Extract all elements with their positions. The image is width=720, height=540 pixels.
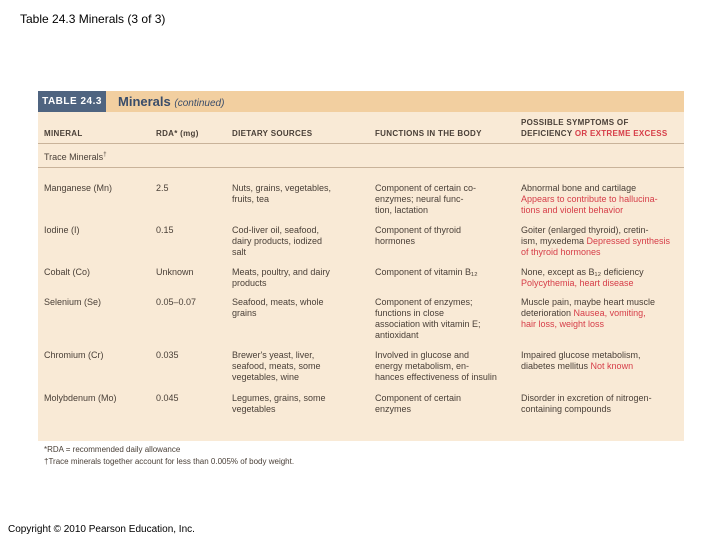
- cell-line: Seafood, meats, whole: [232, 297, 324, 307]
- symptom-excess: hair loss, weight loss: [521, 319, 605, 329]
- symptom-deficiency: Muscle pain, maybe heart muscle: [521, 297, 656, 307]
- cell-line: [521, 404, 681, 415]
- symptom-deficiency: deterioration: [521, 308, 574, 318]
- section-label-trace-minerals: [44, 152, 107, 162]
- cell-line: functions in close: [375, 308, 445, 318]
- cell-line: vegetables, wine: [232, 372, 300, 382]
- cell-line: Brewer's yeast, liver,: [232, 350, 315, 360]
- cell-mineral: Chromium (Cr): [44, 350, 104, 360]
- cell-line: Legumes, grains, some: [232, 393, 326, 403]
- cell-mineral: Manganese (Mn): [44, 183, 113, 193]
- cell-line: hances effectiveness of insulin: [375, 372, 497, 382]
- table-header-band: [38, 91, 684, 112]
- cell-line: products: [232, 278, 267, 288]
- cell-line: [521, 361, 681, 372]
- cell-line: antioxidant: [375, 330, 419, 340]
- symptom-deficiency: Impaired glucose metabolism,: [521, 350, 641, 360]
- cell-line: Involved in glucose and: [375, 350, 470, 360]
- symptom-deficiency: ism, myxedema: [521, 236, 587, 246]
- cell-sources: [232, 297, 370, 319]
- table-name-text: Minerals: [118, 94, 171, 109]
- cell-rda: 0.05–0.07: [156, 297, 197, 307]
- cell-line: grains: [232, 308, 257, 318]
- symptom-deficiency: Disorder in excretion of nitrogen-: [521, 393, 652, 403]
- section-divider: [38, 167, 684, 168]
- cell-symptoms: [521, 225, 681, 258]
- cell-rda: 0.035: [156, 350, 179, 360]
- cell-line: [521, 183, 681, 194]
- cell-line: Component of enzymes;: [375, 297, 473, 307]
- cell-line: [521, 393, 681, 404]
- cell-line: [521, 297, 681, 308]
- section-label-text: Trace Minerals: [44, 152, 104, 162]
- column-header-symptoms-line2: [521, 128, 668, 139]
- cell-functions: [375, 297, 517, 341]
- cell-rda: Unknown: [156, 267, 194, 277]
- cell-sources: [232, 267, 370, 289]
- cell-symptoms: [521, 393, 681, 415]
- slide-title: Table 24.3 Minerals (3 of 3): [20, 12, 166, 26]
- cell-line: enzymes; neural func-: [375, 194, 464, 204]
- cell-line: Meats, poultry, and dairy: [232, 267, 330, 277]
- cell-line: Component of vitamin B₁₂: [375, 267, 478, 277]
- symptom-deficiency: Abnormal bone and cartilage: [521, 183, 637, 193]
- column-header-rda: RDA* (mg): [156, 129, 199, 138]
- footnote-trace: †Trace minerals together account for less than 0.005% of body weight.: [44, 457, 295, 466]
- minerals-table: [38, 91, 684, 466]
- cell-line: tion, lactation: [375, 205, 429, 215]
- cell-line: Nuts, grains, vegetables,: [232, 183, 332, 193]
- cell-line: [521, 308, 681, 319]
- cell-rda: 0.045: [156, 393, 179, 403]
- cell-mineral: Iodine (I): [44, 225, 80, 235]
- cell-line: [521, 236, 681, 247]
- column-header-excess: OR EXTREME EXCESS: [574, 129, 668, 138]
- cell-symptoms: [521, 267, 681, 289]
- table-name-continued: (continued): [174, 98, 225, 109]
- cell-line: dairy products, iodized: [232, 236, 323, 246]
- column-header-symptoms-line1: POSSIBLE SYMPTOMS OF: [521, 118, 629, 127]
- cell-line: [521, 267, 681, 278]
- symptom-excess: Nausea, vomiting,: [573, 308, 646, 318]
- cell-line: Cod-liver oil, seafood,: [232, 225, 320, 235]
- cell-line: fruits, tea: [232, 194, 270, 204]
- table-tag: TABLE 24.3: [38, 91, 106, 112]
- copyright: Copyright © 2010 Pearson Education, Inc.: [8, 524, 195, 535]
- column-header-mineral: MINERAL: [44, 129, 83, 138]
- cell-sources: [232, 225, 370, 258]
- cell-line: Component of thyroid: [375, 225, 462, 235]
- symptom-excess: tions and violent behavior: [521, 205, 624, 215]
- column-header-symptoms: [521, 117, 668, 139]
- cell-sources: [232, 350, 370, 383]
- cell-line: energy metabolism, en-: [375, 361, 470, 371]
- cell-symptoms: [521, 350, 681, 372]
- cell-symptoms: [521, 183, 681, 216]
- symptom-deficiency: Goiter (enlarged thyroid), cretin-: [521, 225, 649, 235]
- cell-mineral: Cobalt (Co): [44, 267, 91, 277]
- symptom-excess: Not known: [590, 361, 634, 371]
- header-divider: [38, 143, 684, 144]
- table-name: [118, 94, 224, 109]
- column-header-sources: DIETARY SOURCES: [232, 129, 313, 138]
- cell-line: hormones: [375, 236, 416, 246]
- cell-line: Component of certain: [375, 393, 462, 403]
- cell-functions: [375, 225, 517, 247]
- cell-functions: [375, 393, 517, 415]
- symptom-deficiency: containing compounds: [521, 404, 612, 414]
- cell-line: Component of certain co-: [375, 183, 477, 193]
- symptom-excess: Appears to contribute to hallucina-: [521, 194, 658, 204]
- symptom-deficiency: diabetes mellitus: [521, 361, 591, 371]
- cell-line: association with vitamin E;: [375, 319, 481, 329]
- cell-line: [521, 225, 681, 236]
- symptom-excess: Polycythemia, heart disease: [521, 278, 634, 288]
- cell-sources: [232, 183, 370, 205]
- cell-line: vegetables: [232, 404, 276, 414]
- cell-rda: 2.5: [156, 183, 169, 193]
- column-header-functions: FUNCTIONS IN THE BODY: [375, 129, 482, 138]
- column-header-deficiency: DEFICIENCY: [521, 129, 575, 138]
- symptom-deficiency: None, except as B₁₂ deficiency: [521, 267, 644, 277]
- cell-functions: [375, 350, 517, 383]
- cell-sources: [232, 393, 370, 415]
- footnote-rda: *RDA = recommended daily allowance: [44, 445, 181, 454]
- symptom-excess: Depressed synthesis: [586, 236, 671, 246]
- cell-line: enzymes: [375, 404, 412, 414]
- section-label-mark: †: [103, 152, 107, 158]
- cell-functions: [375, 267, 517, 278]
- cell-symptoms: [521, 297, 681, 330]
- cell-line: salt: [232, 247, 247, 257]
- cell-rda: 0.15: [156, 225, 174, 235]
- cell-mineral: Molybdenum (Mo): [44, 393, 117, 403]
- symptom-excess: of thyroid hormones: [521, 247, 601, 257]
- cell-line: seafood, meats, some: [232, 361, 321, 371]
- cell-functions: [375, 183, 517, 216]
- cell-line: [521, 350, 681, 361]
- cell-mineral: Selenium (Se): [44, 297, 102, 307]
